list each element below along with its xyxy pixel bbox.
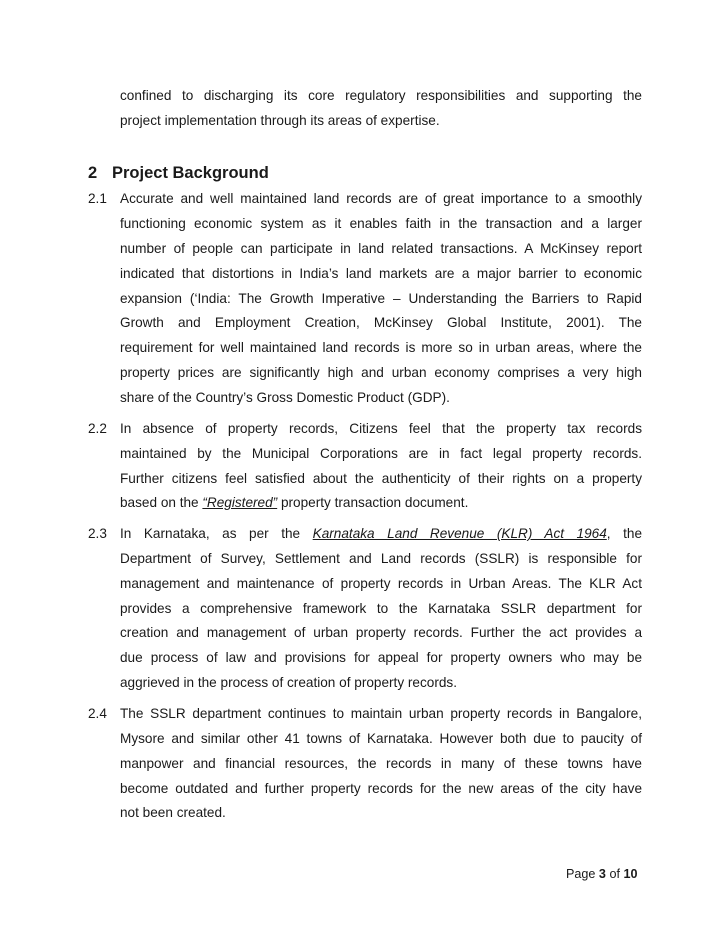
page-footer <box>566 866 637 882</box>
p23-line-1 <box>120 525 642 543</box>
section-number: 2 <box>88 164 98 182</box>
section-title: Project Background <box>112 164 269 182</box>
intro-line-1: confined to discharging its core regulatory responsibilities and supporting the <box>120 88 642 103</box>
current-page-number: 3 <box>598 867 606 881</box>
registered-emphasis: “Registered” <box>202 495 278 510</box>
p21-line-3: number of people can participate in land related transactions. A McKinsey report <box>120 241 642 256</box>
of-label: of <box>609 867 620 881</box>
p23-line-1-prefix: In Karnataka, as per the <box>120 526 313 541</box>
p22-line-4-prefix: based on the <box>120 495 203 510</box>
p23-line-1-suffix: , the <box>606 526 643 541</box>
paragraph-number-2-4: 2.4 <box>88 706 107 721</box>
p22-line-4 <box>120 494 642 512</box>
p21-line-8: property prices are significantly high and urban economy comprises a very high <box>120 365 642 380</box>
klr-act-link: Karnataka Land Revenue (KLR) Act 1964 <box>312 526 607 541</box>
p22-line-2: maintained by the Municipal Corporations are in fact legal property records. <box>120 446 642 461</box>
p23-line-7: aggrieved in the process of creation of property records. <box>120 675 458 690</box>
p23-line-3: management and maintenance of property records in Urban Areas. The KLR Act <box>120 576 642 591</box>
paragraph-number-2-3: 2.3 <box>88 526 107 541</box>
intro-line-2: project implementation through its areas of expertise. <box>120 113 440 128</box>
p22-line-3: Further citizens feel satisfied about the authenticity of their rights on a property <box>120 471 642 486</box>
p21-line-9: share of the Country’s Gross Domestic Product (GDP). <box>120 390 450 405</box>
paragraph-number-2-1: 2.1 <box>88 191 107 206</box>
p21-line-6: Growth and Employment Creation, McKinsey Global Institute, 2001). The <box>120 315 642 330</box>
page-label: Page <box>566 867 596 881</box>
p23-line-5: creation and management of urban property records. Further the act provides a <box>120 625 642 640</box>
p24-line-1: The SSLR department continues to maintain urban property records in Bangalore, <box>120 706 642 721</box>
p24-line-3: manpower and financial resources, the records in many of these towns have <box>120 756 642 771</box>
p24-line-4: become outdated and further property records for the new areas of the city have <box>120 781 642 796</box>
total-pages-number: 10 <box>623 867 638 881</box>
p23-line-6: due process of law and provisions for appeal for property owners who may be <box>120 650 642 665</box>
p21-line-1: Accurate and well maintained land records are of great importance to a smoothly <box>120 191 642 206</box>
p24-line-2: Mysore and similar other 41 towns of Karnataka. However both due to paucity of <box>120 731 642 746</box>
p21-line-5: expansion (‘India: The Growth Imperative – Understanding the Barriers to Rapid <box>120 291 642 306</box>
p23-line-2: Department of Survey, Settlement and Land records (SSLR) is responsible for <box>120 551 642 566</box>
p22-line-4-suffix: property transaction document. <box>277 495 469 510</box>
paragraph-number-2-2: 2.2 <box>88 421 107 436</box>
section-heading <box>88 163 269 183</box>
p22-line-1: In absence of property records, Citizens feel that the property tax records <box>120 421 642 436</box>
p21-line-2: functioning economic system as it enables faith in the transaction and a larger <box>120 216 642 231</box>
p23-line-4: provides a comprehensive framework to the Karnataka SSLR department for <box>120 601 642 616</box>
p24-line-5: not been created. <box>120 805 226 820</box>
p21-line-4: indicated that distortions in India’s land markets are a major barrier to economic <box>120 266 642 281</box>
p21-line-7: requirement for well maintained land records is more so in urban areas, where the <box>120 340 642 355</box>
